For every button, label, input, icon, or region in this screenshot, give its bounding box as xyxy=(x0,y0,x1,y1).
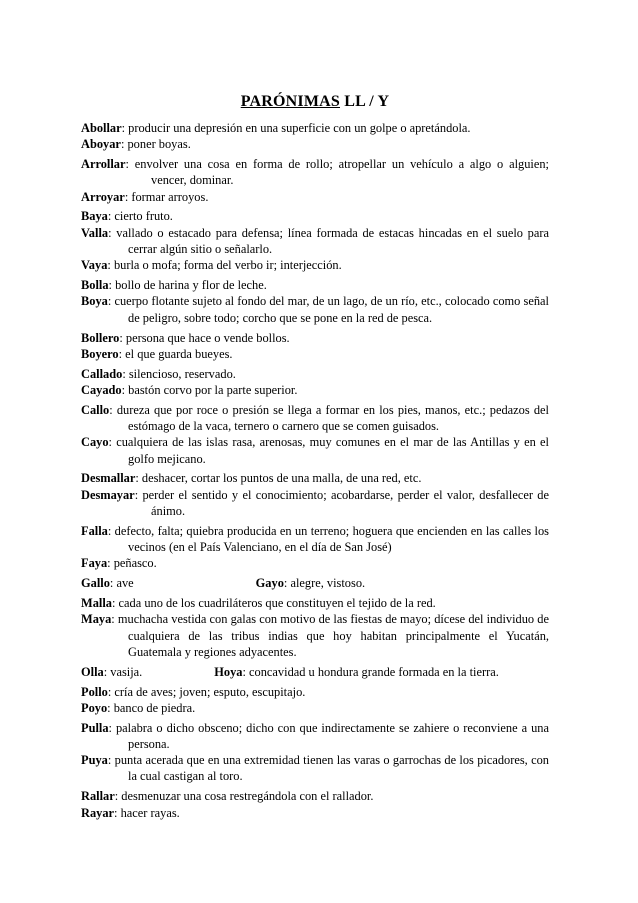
paronym-definition: : muchacha vestida con galas con motivo de las fiestas de mayo; dícese del individuo de cualquiera de las tribus indias que hoy habitan principalmente el Yucatán, Guatemala y regiones adyacentes. xyxy=(111,612,549,659)
paronym-definition: : desmenuzar una cosa restregándola con el rallador. xyxy=(114,789,374,804)
paronym-group xyxy=(81,208,549,273)
paronym-group xyxy=(81,366,549,399)
paronym-term: Pollo xyxy=(81,684,108,699)
paronym-term: Vaya xyxy=(81,258,108,273)
paronym-group xyxy=(81,575,549,591)
paronym-term: Abollar xyxy=(81,121,122,135)
paronym-definition: : bollo de harina y flor de leche. xyxy=(108,278,267,293)
paronym-entry xyxy=(81,208,549,224)
paronym-definition: : palabra o dicho obsceno; dicho con que indirectamente se zahiere o reconviene a una persona. xyxy=(108,720,549,751)
paronym-definition: : perder el sentido y el conocimiento; acobardarse, perder el valor, desfallecer de ánimo. xyxy=(134,487,549,519)
paronym-term: Bolla xyxy=(81,278,109,293)
paronym-definition: : poner boyas. xyxy=(120,137,191,152)
page-title xyxy=(81,92,549,112)
paronym-entry xyxy=(81,575,134,591)
paronym-term: Falla xyxy=(81,523,108,538)
paronym-term: Gayo xyxy=(255,576,284,591)
paronym-definition: : silencioso, reservado. xyxy=(122,366,236,381)
paronym-term: Bollero xyxy=(81,330,120,345)
paronym-entry xyxy=(81,382,549,398)
inline-spacer xyxy=(134,575,256,591)
paronym-term: Callo xyxy=(81,402,110,417)
paronym-term: Rallar xyxy=(81,789,115,804)
paronym-definition: : dureza que por roce o presión se llega a formar en los pies, manos, etc.; pedazos del estómago de la vaca, ternero o carnero que se comen guisados. xyxy=(109,402,549,434)
paronym-definition: : punta acerada que en una extremidad tienen las varas o garrochas de los picadores, con la cual castigan al toro. xyxy=(107,753,549,784)
paronym-term: Poyo xyxy=(81,700,108,715)
paronym-definition: : peñasco. xyxy=(107,556,157,571)
inline-spacer xyxy=(142,664,214,680)
paronym-entry xyxy=(81,664,142,680)
paronym-entry xyxy=(81,470,549,486)
paronym-definition: : ave xyxy=(109,576,134,591)
paronym-term: Puya xyxy=(81,753,108,768)
paronym-term: Maya xyxy=(81,612,112,627)
paronym-definition: : burla o mofa; forma del verbo ir; interjección. xyxy=(107,258,342,273)
paronym-group xyxy=(81,330,549,363)
paronym-term: Cayado xyxy=(81,382,122,397)
document-page xyxy=(81,92,549,824)
paronym-entry xyxy=(81,684,549,700)
paronym-term: Arroyar xyxy=(81,189,125,204)
paronym-term: Hoya xyxy=(214,664,243,679)
paronym-group xyxy=(81,470,549,519)
paronym-entry xyxy=(81,434,549,467)
paronym-term: Desmayar xyxy=(81,487,135,502)
paronym-group xyxy=(81,788,549,821)
paronym-definition: : persona que hace o vende bollos. xyxy=(119,330,290,345)
paronym-entry xyxy=(81,277,549,293)
paronym-definition: : banco de piedra. xyxy=(107,700,196,715)
paronym-entry xyxy=(256,575,365,591)
paronym-entry xyxy=(81,346,549,362)
paronym-entry xyxy=(81,611,549,660)
paronym-definition: : el que guarda bueyes. xyxy=(118,346,233,361)
title-rest: LL / Y xyxy=(340,93,390,110)
paronym-group xyxy=(81,523,549,572)
paronym-definition: : envolver una cosa en forma de rollo; atropellar un vehículo a algo o alguien; vencer, dominar. xyxy=(125,157,549,188)
paronym-definition: : cuerpo flotante sujeto al fondo del mar, de un lago, de un río, etc., colocado como señal de peligro, sobre todo; corcho que se pone en la red de pesca. xyxy=(107,294,549,325)
paronym-definition: : cría de aves; joven; esputo, escupitajo. xyxy=(107,684,306,699)
paronym-definition: : vasija. xyxy=(103,664,143,679)
paronym-group xyxy=(81,684,549,717)
paronym-term: Aboyar xyxy=(81,137,121,152)
paronym-definition: : bastón corvo por la parte superior. xyxy=(121,382,298,397)
paronym-definition: : producir una depresión en una superficie con un golpe o apretándola. xyxy=(121,121,471,135)
paronym-inline-row xyxy=(81,575,549,591)
paronym-definition: : cada uno de los cuadriláteros que constituyen el tejido de la red. xyxy=(111,596,436,611)
paronym-entry xyxy=(81,555,549,571)
paronym-entry xyxy=(81,189,549,205)
paronym-term: Baya xyxy=(81,209,108,224)
paronym-entry xyxy=(81,805,549,821)
paronym-group xyxy=(81,664,549,680)
paronym-group xyxy=(81,595,549,660)
paronym-entry xyxy=(81,595,549,611)
paronym-definition: : cierto fruto. xyxy=(107,209,173,224)
paronym-definition: : formar arroyos. xyxy=(124,189,209,204)
paronym-definition: : alegre, vistoso. xyxy=(283,576,366,591)
paronym-entry xyxy=(81,788,549,804)
paronym-entry xyxy=(81,225,549,258)
paronym-group xyxy=(81,402,549,467)
paronym-entry xyxy=(81,293,549,326)
title-underlined: PARÓNIMAS xyxy=(240,93,340,110)
paronym-definition: : deshacer, cortar los puntos de una malla, de una red, etc. xyxy=(135,471,422,486)
paronym-term: Desmallar xyxy=(81,471,136,486)
paronym-entry xyxy=(81,523,549,556)
paronym-group xyxy=(81,720,549,785)
paronym-entry xyxy=(81,120,549,136)
paronym-definition: : concavidad u hondura grande formada en la tierra. xyxy=(242,664,499,679)
paronym-definition: : defecto, falta; quiebra producida en un terreno; hoguera que encienden en las calles los vecinos (en el País Valenciano, en el día de San José) xyxy=(107,523,549,555)
paronym-entry xyxy=(81,720,549,753)
paronym-entry xyxy=(81,136,549,152)
paronym-inline-row xyxy=(81,664,549,680)
paronym-entry xyxy=(81,487,549,520)
paronym-term: Callado xyxy=(81,366,123,381)
paronym-entry xyxy=(81,402,549,435)
paronym-term: Boya xyxy=(81,294,108,309)
paronym-list xyxy=(81,120,549,821)
paronym-definition: : vallado o estacado para defensa; línea formada de estacas hincadas en el suelo para cerrar algún sitio o señalarlo. xyxy=(108,225,549,257)
paronym-term: Olla xyxy=(81,664,104,679)
paronym-term: Gallo xyxy=(81,576,110,591)
paronym-term: Faya xyxy=(81,556,108,571)
paronym-entry xyxy=(214,664,499,680)
paronym-entry xyxy=(81,156,549,189)
paronym-term: Boyero xyxy=(81,346,119,361)
paronym-term: Arrollar xyxy=(81,157,126,172)
paronym-term: Malla xyxy=(81,596,112,611)
paronym-term: Rayar xyxy=(81,805,115,820)
paronym-group xyxy=(81,156,549,205)
paronym-entry xyxy=(81,700,549,716)
paronym-entry xyxy=(81,330,549,346)
paronym-group xyxy=(81,277,549,326)
paronym-definition: : cualquiera de las islas rasa, arenosas, muy comunes en el mar de las Antillas y en el golfo mejicano. xyxy=(108,435,549,466)
paronym-definition: : hacer rayas. xyxy=(114,805,180,820)
paronym-term: Pulla xyxy=(81,720,109,735)
paronym-entry xyxy=(81,257,549,273)
paronym-term: Cayo xyxy=(81,435,109,450)
paronym-group xyxy=(81,120,549,153)
paronym-entry xyxy=(81,366,549,382)
paronym-entry xyxy=(81,752,549,785)
paronym-term: Valla xyxy=(81,225,109,240)
